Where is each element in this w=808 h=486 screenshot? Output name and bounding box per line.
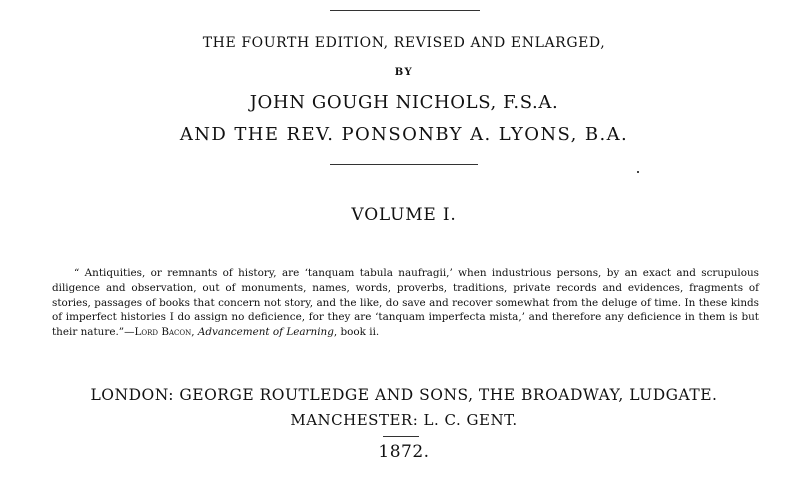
quote-attribution: Lord Bacon: [134, 326, 192, 339]
page-speck: [637, 171, 639, 173]
publisher-line-1: LONDON: GEORGE ROUTLEDGE AND SONS, THE BROADWAY, LUDGATE.: [90, 386, 718, 404]
edition-statement: THE FOURTH EDITION, REVISED AND ENLARGED,: [202, 35, 606, 51]
author-divider-rule: [330, 164, 478, 165]
by-label: BY: [394, 67, 414, 78]
quote-work-title: Advancement of Learning: [197, 326, 334, 339]
epigraph-quote: [52, 266, 759, 340]
author-line-1: JOHN GOUGH NICHOLS, F.S.A.: [249, 92, 559, 113]
quote-separator: ,: [191, 326, 198, 339]
publisher-line-2: MANCHESTER: L. C. GENT.: [290, 411, 518, 429]
volume-title: VOLUME I.: [351, 205, 457, 225]
quote-text: “ Antiquities, or remnants of history, are ‘tanquam tabula naufragii,’ when industrious persons, by an exact and scrupulous diligence and observation, out of monuments, names, words, proverbs, traditions, private records and evidences, fragments of stories, passages of books that concern not story, and the like, do save and recover somewhat from the deluge of time. In these kinds of imperfect histories I do assign no deficience, for they are ‘tanquam imperfecta mista,’ and therefore any deficience in them is but their nature.”—: [52, 267, 759, 339]
top-rule: [330, 10, 480, 11]
author-line-2: AND THE REV. PONSONBY A. LYONS, B.A.: [179, 124, 629, 145]
quote-citation: , book ii.: [333, 326, 380, 339]
publication-year: 1872.: [378, 442, 430, 462]
year-rule: [383, 436, 419, 437]
